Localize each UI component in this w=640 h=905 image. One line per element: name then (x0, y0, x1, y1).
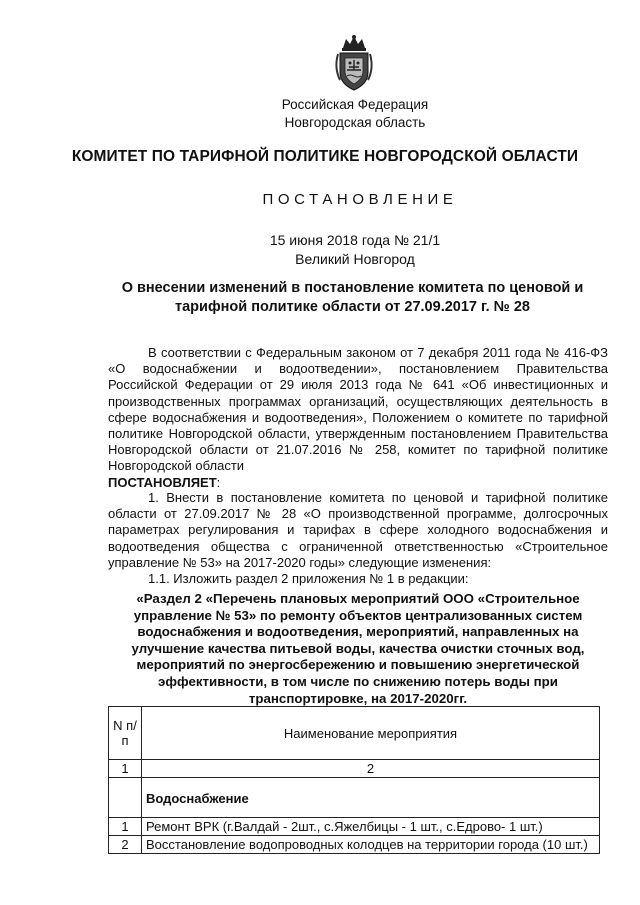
table-group-row (109, 778, 600, 818)
item-1-text: 1. Внести в постановление комитета по ценовой и тарифной политике области от 27.09.2017 № 28 «О производственной программе, долгосрочных параметрах регулирования и тарифах в сфере холодного водоснабжения и водоотведения общества с ограниченной ответственностью «Строительное управление № 53» на 2017-2020 годы» следующие изменения: (108, 490, 608, 570)
preamble-paragraph (108, 345, 608, 491)
table-row (109, 836, 600, 854)
region-name: Новгородская область (284, 115, 426, 130)
row-number: 1 (109, 818, 142, 836)
resolves-word: ПОСТАНОВЛЯЕТ (108, 474, 217, 490)
item-1-1-text: 1.1. Изложить раздел 2 приложения № 1 в редакции: (148, 571, 469, 587)
committee-title: КОМИТЕТ ПО ТАРИФНОЙ ПОЛИТИКЕ НОВГОРОДСКОЙ ОБЛАСТИ (71, 148, 579, 165)
table-index-row (109, 760, 600, 778)
resolves-colon: : (216, 474, 221, 490)
col-name-header: Наименование мероприятия (142, 707, 600, 760)
group-number-cell (109, 778, 142, 818)
index-cell-2: 2 (142, 760, 600, 778)
document-type: ПОСТАНОВЛЕНИЕ (262, 191, 458, 208)
date-number: 15 июня 2018 года № 21/1 (269, 232, 441, 248)
coat-of-arms-emblem (332, 34, 376, 92)
index-cell-1: 1 (109, 760, 142, 778)
section-2-title: «Раздел 2 «Перечень плановых мероприятий ООО «Строительное управление № 53» по ремонту объектов централизованных систем водоснабжения и водоотведения, мероприятий, направленных на улучшение качества питьевой воды, качества очистки сточных вод, мероприятий по энергосбережению и повышению энергетической эффективности, в том числе по снижению потерь воды при транспортировке, на 2017-2020гг. (131, 591, 585, 706)
country-name: Российская Федерация (281, 97, 429, 112)
document-subject: О внесении изменений в постановление комитета по ценовой и тарифной политике области от 27.09.2017 г. № 28 (121, 280, 584, 315)
date-and-number (200, 231, 510, 269)
table-header-row (109, 707, 600, 760)
group-name-cell: Водоснабжение (142, 778, 600, 818)
row-name: Восстановление водопроводных колодцев на территории города (10 шт.) (142, 836, 600, 854)
col-number-header: N п/п (109, 707, 142, 760)
row-name: Ремонт ВРК (г.Валдай - 2шт., с.Яжелбицы - 1 шт., с.Едрово- 1 шт.) (142, 818, 600, 836)
table-row (109, 818, 600, 836)
preamble-text: В соответствии с Федеральным законом от 7 декабря 2011 года № 416-ФЗ «О водоснабжении и водоотведении», постановлением Правительства Российской Федерации от 29 июля 2013 года № 641 «Об инвестиционных и производственных программах организаций, осуществляющих деятельность в сфере водоснабжения и водоотведения», Положением о комитете по тарифной политике Новгородской области, утвержденным постановлением Правительства Новгородской области от 21.07.2016 № 258, комитет по тарифной политике Новгородской области (108, 345, 608, 474)
measures-table (108, 706, 600, 854)
row-number: 2 (109, 836, 142, 854)
item-1-paragraph (108, 490, 608, 587)
city-name: Великий Новгород (295, 251, 415, 267)
